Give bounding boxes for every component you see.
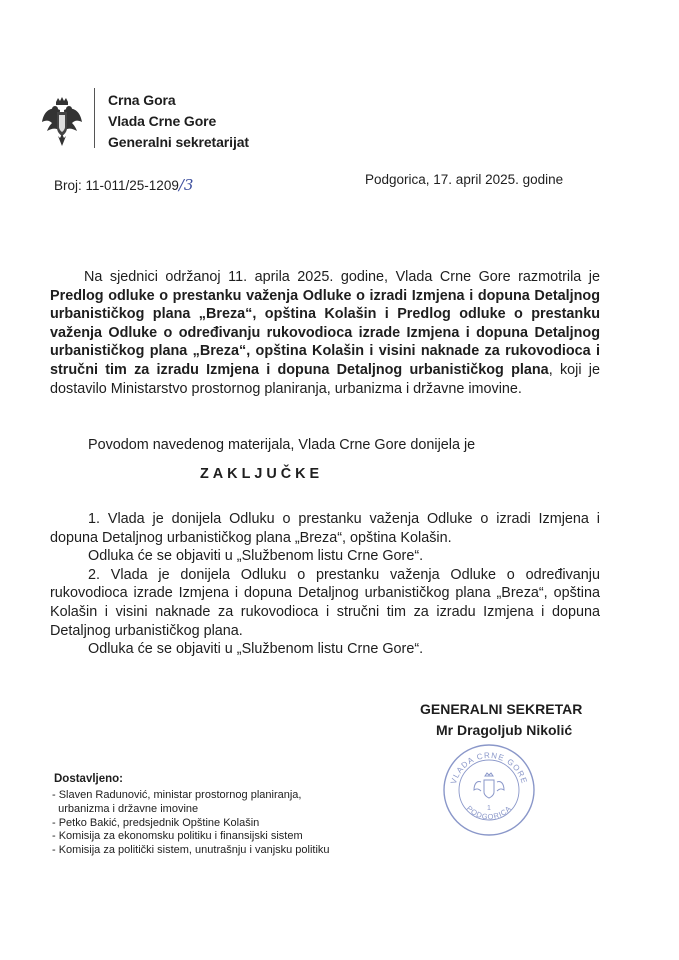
distribution-item: - Komisija za ekonomsku politiku i finansijski sistem — [52, 830, 303, 843]
stamp-bottom-text: PODGORICA — [464, 803, 514, 822]
stamp-number: 1 — [487, 805, 491, 812]
conclusion-1: 1. Vlada je donijela Odluku o prestanku važenja Odluke o izradi Izmjena i dopuna Detaljnog urbanističkog plana „Breza“, opština Kolašin. — [50, 511, 600, 546]
stamp-top-text: VLADA CRNE GORE — [449, 750, 529, 786]
official-stamp — [441, 742, 537, 838]
header-country: Crna Gora — [108, 92, 176, 108]
reference-number — [54, 176, 193, 194]
conclusions-heading: ZAKLJUČKE — [200, 466, 324, 482]
conclusions-list — [50, 510, 600, 659]
signatory-name: Mr Dragoljub Nikolić — [436, 722, 573, 738]
conclusion-1-note: Odluka će se objaviti u „Službenom listu Crne Gore“. — [88, 548, 424, 565]
intro-text-a: Na sjednici održanoj 11. aprila 2025. godine, Vlada Crne Gore razmotrila je — [84, 269, 600, 285]
distribution-item: - Komisija za politički sistem, unutrašnju i vanjsku politiku — [52, 844, 330, 857]
reference-label: Broj: 11-011/25-1209 — [54, 178, 179, 193]
intro-text-bold: Predlog odluke o prestanku važenja Odluke o izradi Izmjena i dopuna Detaljnog urbanističkog plana „Breza“, opština Kolašin i Predlog odluke o prestanku važenja Odluke o određivanju rukovodioca izrade Izmjena i dopuna Detaljnog urbanističkog plana „Breza“, opština Kolašin i visini naknade za rukovodioca i stručni tim za izradu Izmjena i dopuna Detaljnog urbanističkog plana — [50, 287, 600, 378]
intro-paragraph — [50, 268, 600, 398]
intro-text-c: , koji je dostavilo Ministarstvo prostornog planiranja, urbanizma i državne imovine. — [50, 361, 600, 397]
conclusion-2-note: Odluka će se objaviti u „Službenom listu Crne Gore“. — [88, 641, 424, 658]
header-divider — [94, 88, 95, 148]
distribution-item: urbanizma i državne imovine — [52, 802, 199, 815]
header-government: Vlada Crne Gore — [108, 113, 217, 129]
conclusion-2: 2. Vlada je donijela Odluku o prestanku važenja Odluke o određivanju rukovodioca izrade Izmjena i dopuna Detaljnog urbanističkog plana „Breza“, opština Kolašin i visini naknade za rukovodioca i stručni tim za izradu Izmjena i dopuna Detaljnog urbanističkog plana. — [50, 566, 600, 639]
header-secretariat: Generalni sekretarijat — [108, 134, 249, 150]
institution-header — [108, 90, 249, 153]
stamp-emblem-icon — [474, 773, 504, 798]
reference-handwritten: /3 — [178, 176, 194, 194]
distribution-list — [52, 789, 330, 858]
distribution-item: - Slaven Radunović, ministar prostornog planiranja, — [52, 789, 302, 801]
intro-decision-line: Povodom navedenog materijala, Vlada Crne Gore donijela je — [88, 437, 476, 453]
distribution-title: Dostavljeno: — [54, 773, 124, 785]
coat-of-arms-icon — [40, 96, 84, 148]
distribution-item: - Petko Bakić, predsjednik Opštine Kolašin — [52, 816, 260, 829]
place-date: Podgorica, 17. april 2025. godine — [365, 172, 564, 187]
signatory-title: GENERALNI SEKRETAR — [420, 701, 583, 717]
